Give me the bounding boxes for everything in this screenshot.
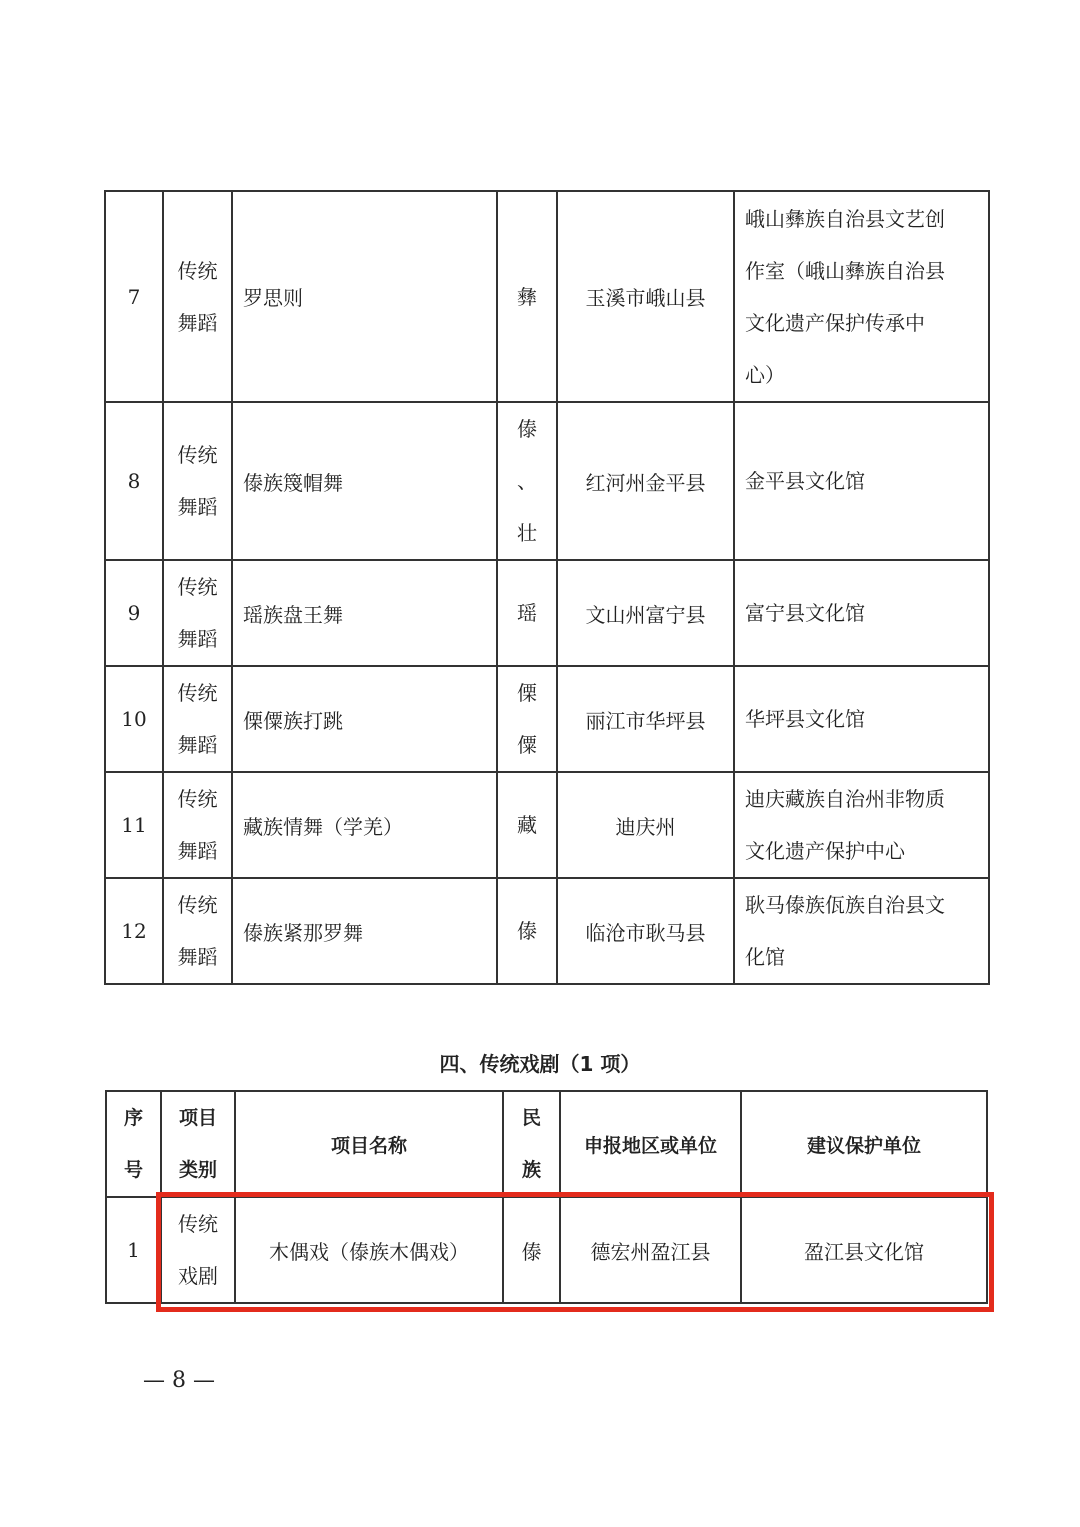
unit-line: 峨山彝族自治县文艺创 <box>745 206 945 231</box>
category-line: 传统 <box>177 258 218 283</box>
table-row <box>105 772 989 878</box>
ethnic-char: 藏 <box>517 813 537 837</box>
header-region: 申报地区或单位 <box>560 1091 741 1197</box>
ethnic-cell: 傣 <box>503 1197 560 1303</box>
unit-line: 文化遗产保护传承中 <box>745 310 925 335</box>
unit-line: 迪庆藏族自治州非物质 <box>745 787 945 811</box>
project-name: 木偶戏（傣族木偶戏） <box>235 1197 503 1303</box>
header-line: 民 <box>521 1107 541 1129</box>
project-name: 傈僳族打跳 <box>232 666 497 772</box>
unit-line: 文化遗产保护中心 <box>745 839 905 863</box>
unit-line: 金平县文化馆 <box>745 469 865 493</box>
unit-cell <box>734 560 989 666</box>
unit-cell <box>734 878 989 984</box>
unit-cell <box>734 666 989 772</box>
page-number: — 8 — <box>143 1368 215 1393</box>
ethnic-char: 傣 <box>517 919 537 943</box>
category-line: 传统 <box>177 893 218 917</box>
row-number: 9 <box>105 560 163 666</box>
category-line: 舞蹈 <box>177 945 218 969</box>
header-line: 族 <box>521 1159 541 1181</box>
project-name: 罗思则 <box>232 191 497 402</box>
ethnic-cell <box>497 191 557 402</box>
table-row <box>105 560 989 666</box>
unit-line: 心） <box>745 362 785 387</box>
category-line: 舞蹈 <box>177 839 218 863</box>
ethnic-char: 、 <box>517 469 537 493</box>
region-cell: 临沧市耿马县 <box>557 878 734 984</box>
table-row <box>105 191 989 402</box>
category-line: 舞蹈 <box>177 310 218 335</box>
region-cell: 文山州富宁县 <box>557 560 734 666</box>
project-name: 傣族紧那罗舞 <box>232 878 497 984</box>
ethnic-cell <box>497 560 557 666</box>
header-project-name: 项目名称 <box>235 1091 503 1197</box>
ethnic-char: 傣 <box>517 417 537 441</box>
row-number: 8 <box>105 402 163 560</box>
project-name: 傣族篾帽舞 <box>232 402 497 560</box>
region-cell: 玉溪市峨山县 <box>557 191 734 402</box>
row-number: 7 <box>105 191 163 402</box>
row-number: 12 <box>105 878 163 984</box>
region-cell: 迪庆州 <box>557 772 734 878</box>
category-line: 戏剧 <box>178 1264 218 1288</box>
category-cell <box>163 878 232 984</box>
ethnic-char: 壮 <box>517 521 537 545</box>
category-line: 传统 <box>177 787 218 811</box>
ethnic-cell <box>497 772 557 878</box>
header-ethnic <box>503 1091 560 1197</box>
header-number <box>106 1091 161 1197</box>
unit-line: 华坪县文化馆 <box>745 707 865 731</box>
table-row <box>105 402 989 560</box>
ethnic-cell <box>497 666 557 772</box>
table-row <box>105 666 989 772</box>
category-line: 舞蹈 <box>177 627 218 651</box>
row-number: 10 <box>105 666 163 772</box>
project-name: 藏族情舞（学羌） <box>232 772 497 878</box>
category-line: 传统 <box>178 1212 218 1236</box>
header-unit: 建议保护单位 <box>741 1091 987 1197</box>
ethnic-char: 傈 <box>517 681 537 705</box>
ethnic-char: 彝 <box>517 284 537 309</box>
region-cell: 德宏州盈江县 <box>560 1197 741 1303</box>
unit-line: 作室（峨山彝族自治县 <box>745 258 945 283</box>
header-line: 项目 <box>178 1107 217 1129</box>
header-category <box>161 1091 235 1197</box>
unit-cell: 盈江县文化馆 <box>741 1197 987 1303</box>
header-line: 序 <box>123 1107 143 1129</box>
header-line: 号 <box>123 1159 143 1181</box>
category-cell <box>163 191 232 402</box>
highlight-box <box>156 1192 994 1312</box>
ethnic-cell <box>497 402 557 560</box>
category-cell <box>163 666 232 772</box>
region-cell: 红河州金平县 <box>557 402 734 560</box>
category-line: 舞蹈 <box>177 733 218 757</box>
unit-line: 富宁县文化馆 <box>745 601 865 625</box>
header-line: 类别 <box>178 1159 217 1181</box>
category-line: 传统 <box>177 443 218 467</box>
unit-cell <box>734 402 989 560</box>
row-number: 1 <box>106 1197 161 1303</box>
project-name: 瑶族盘王舞 <box>232 560 497 666</box>
row-number: 11 <box>105 772 163 878</box>
unit-cell <box>734 191 989 402</box>
category-line: 传统 <box>177 681 218 705</box>
ethnic-char: 瑶 <box>517 601 537 625</box>
region-cell: 丽江市华坪县 <box>557 666 734 772</box>
table-header-row <box>106 1091 987 1197</box>
unit-line: 化馆 <box>745 945 785 969</box>
unit-line: 耿马傣族佤族自治县文 <box>745 893 945 917</box>
table-traditional-dance <box>104 190 990 985</box>
category-line: 舞蹈 <box>177 495 218 519</box>
ethnic-char: 僳 <box>517 733 537 757</box>
category-line: 传统 <box>177 575 218 599</box>
category-cell <box>163 402 232 560</box>
section-title: 四、传统戏剧（1 项） <box>439 1052 641 1076</box>
ethnic-cell <box>497 878 557 984</box>
unit-cell <box>734 772 989 878</box>
table-row <box>105 878 989 984</box>
category-cell <box>163 772 232 878</box>
category-cell <box>163 560 232 666</box>
